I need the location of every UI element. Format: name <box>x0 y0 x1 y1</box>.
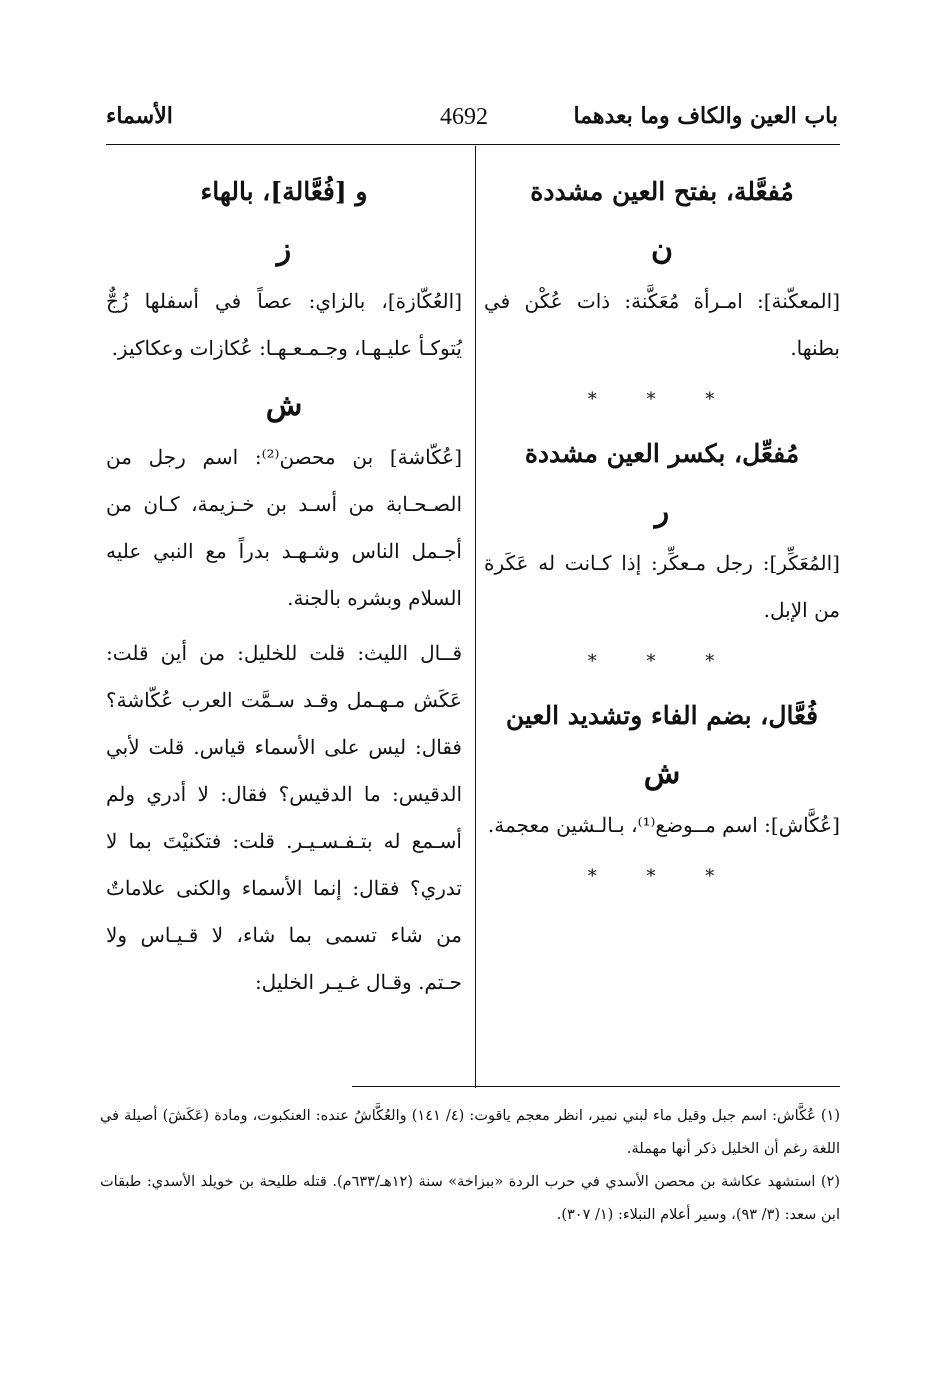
right-column <box>484 160 840 903</box>
dictionary-entry: [المُعَكِّر]: رجل مـعكِّر: إذا كـانت له عَكَرة من الإبل. <box>484 551 840 622</box>
footnote: (٢) استشهد عكاشة بن محصن الأسدي في حرب الردة «ببزاخة» سنة (١٢هـ/٦٣٣م). قتله طليحة بن خويلد الأسدي: طبقات ابن سعد: (٣/ ٩٣)، وسير أعلام النبلاء: (١/ ٣٠٧). <box>100 1174 841 1223</box>
letter-heading: ش <box>643 756 681 791</box>
footnotes <box>100 1100 840 1232</box>
section-heading: فُعَّال، بضم الفاء وتشديد العين <box>505 701 819 730</box>
section-separator: * * * <box>587 866 737 887</box>
dictionary-entry: [عُكَّاش]: اسم مــوضع⁽¹⁾، بـالـشين معجمة. <box>487 813 840 837</box>
column-divider <box>475 146 476 1088</box>
section-heading: مُفعَّلة، بفتح العين مشددة <box>530 177 794 206</box>
letter-heading: ز <box>276 232 292 267</box>
section-heading: مُفعِّل، بكسر العين مشددة <box>524 439 800 468</box>
left-column <box>106 160 462 1006</box>
dictionary-entry: [المعكّنة]: امـرأة مُعَكَّنة: ذات عُكْن في بطنها. <box>484 289 840 360</box>
dictionary-entry: [عُكّاشة] بن محصن⁽²⁾: اسم رجل من الصـحـابة من أسـد بن خـزيمة، كـان من أجـمل الناس وشـهـد بدراً مع النبي عليه السلام وبشره بالجنة. <box>106 445 462 610</box>
page-number: 4692 <box>440 104 488 130</box>
running-header-chapter: باب العين والكاف وما بعدهما <box>573 103 838 129</box>
section-separator: * * * <box>587 651 737 672</box>
letter-heading: ر <box>654 494 670 529</box>
header-rule <box>106 144 840 145</box>
section-separator: * * * <box>587 389 737 410</box>
footnote-rule <box>352 1086 840 1087</box>
letter-heading: ن <box>650 232 674 267</box>
dictionary-entry: [العُكّازة]، بالزاي: عصاً في أسفلها زُجٌّ يُتوكـأ عليـهـا، وجـمـعـهـا: عُكازات وعكاكيز. <box>106 289 462 360</box>
letter-heading: ش <box>265 388 303 423</box>
dictionary-entry: قــال الليث: قلت للخليل: من أين قلت: عَكَش مـهـمل وقـد سـمَّت العرب عُكّاشة؟ فقال: ليس على الأسماء قياس. قلت لأبي الدقيس: ما الدقيس؟ فقال: لا أدري ولم أسـمع له بتـفـسـيـر. قلت: فتكنيْتَ بما لا تدري؟ فقال: إنما الأسماء والكنى علاماتٌ من شاء تسمى بما شاء، لا قـيـاس ولا حـتم. وقـال غـيـر الخليل: <box>106 641 462 994</box>
footnote: (١) عُكَّاش: اسم جبل وقيل ماء لبني نمير، انظر معجم ياقوت: (٤/ ١٤١) والعُكَّاشُ عنده: العنكبوت، ومادة (عَكَشَ) أصيلة في اللغة رغم أن الخليل ذكر أنها مهملة. <box>100 1108 841 1157</box>
section-heading: و [فُعَّالة]، بالهاء <box>200 177 368 206</box>
running-header-section: الأسماء <box>106 103 173 129</box>
